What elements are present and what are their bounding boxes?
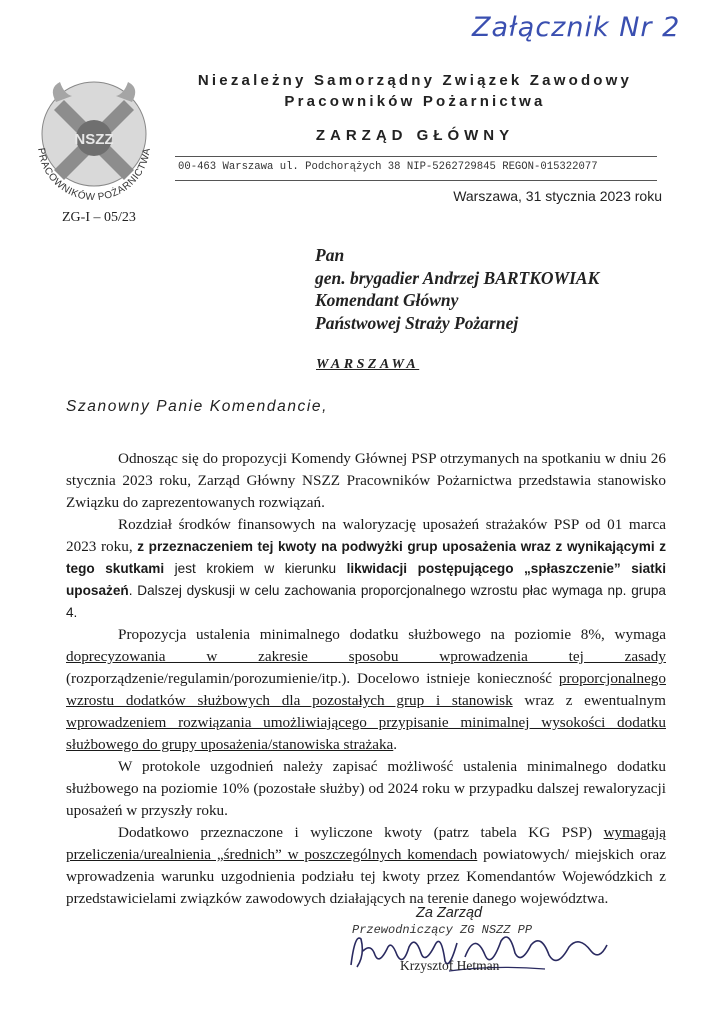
addressee-block bbox=[315, 244, 599, 334]
letter-body bbox=[66, 448, 666, 910]
paragraph-2-text: jest krokiem w kierunku bbox=[164, 561, 347, 576]
union-name-line1: Niezależny Samorządny Związek Zawodowy bbox=[197, 72, 633, 89]
paragraph-5 bbox=[66, 822, 666, 910]
chairman-stamp: Przewodniczący ZG NSZZ PP bbox=[352, 923, 533, 937]
signer-name: Krzysztof Hetman bbox=[400, 958, 500, 973]
paragraph-2-text: . Dalszej dyskusji w celu zachowania proporcjonalnego wzrostu płac wymaga np. grupa 4. bbox=[66, 583, 666, 620]
addressee-line2: gen. brygadier Andrzej BARTKOWIAK bbox=[315, 267, 600, 288]
paragraph-3-text: . bbox=[393, 736, 398, 753]
paragraph-2-text: Rozdział środków finansowych na waloryzację uposażeń strażaków PSP od 01 marca 2023 roku, bbox=[66, 516, 666, 555]
paragraph-3-text: (rozporządzenie/regulamin/porozumienie/itp.). Docelowo istnieje konieczność bbox=[66, 670, 559, 687]
letterhead-divider-top bbox=[175, 156, 657, 157]
salutation: Szanowny Panie Komendancie, bbox=[66, 398, 329, 415]
paragraph-2 bbox=[66, 514, 666, 624]
paragraph-5-text: powiatowych/ miejskich oraz wprowadzenia warunku uzgodnienia podziału tej kwoty przez Komendantów Wojewódzkich z przedstawicielami związków zawodowych działających na terenie danego województwa. bbox=[66, 846, 666, 907]
paragraph-2-bold: likwidacji postępującego „spłaszczenie” siatki uposażeń bbox=[66, 561, 666, 598]
addressee-line3: Komendant Główny bbox=[315, 290, 459, 310]
addressee-city: WARSZAWA bbox=[316, 357, 420, 372]
logo-ring-text: PRACOWNIKÓW POŻARNICTWA bbox=[35, 147, 153, 202]
paragraph-1: Odnosząc się do propozycji Komendy Głównej PSP otrzymanych na spotkaniu w dniu 26 stycznia 2023 roku, Zarząd Główny NSZZ Pracowników Pożarnictwa przedstawia stanowisko Związku do zaprezentowanych rozwiązań. bbox=[66, 450, 666, 511]
for-board-label: Za Zarząd bbox=[416, 905, 483, 921]
paragraph-3-underlined: wprowadzeniem rozwiązania umożliwiającego przypisanie minimalnej wysokości dodatku służbowego do grupy uposażenia/stanowiska strażaka bbox=[66, 714, 666, 753]
letterhead-address: 00-463 Warszawa ul. Podchorążych 38 NIP-5262729845 REGON-015322077 bbox=[178, 161, 598, 173]
paragraph-3-text: wraz z ewentualnym bbox=[512, 692, 666, 709]
addressee-line1: Pan bbox=[315, 245, 345, 265]
union-name-line2: Pracowników Pożarnictwa bbox=[284, 93, 546, 110]
addressee-line4: Państwowej Straży Pożarnej bbox=[315, 312, 519, 333]
paragraph-5-text: Dodatkowo przeznaczone i wyliczone kwoty (patrz tabela KG PSP) bbox=[118, 824, 604, 841]
union-logo bbox=[20, 72, 168, 202]
logo-center-text: NSZZ bbox=[74, 131, 114, 148]
paragraph-2-bold: z przeznaczeniem tej kwoty na podwyżki grup uposażenia wraz z wynikającymi z tego skutkami bbox=[66, 539, 666, 576]
paragraph-3-underlined: doprecyzowania w zakresie sposobu wprowadzenia tej zasady bbox=[66, 648, 666, 665]
date-line: Warszawa, 31 stycznia 2023 roku bbox=[453, 188, 662, 204]
paragraph-3 bbox=[66, 624, 666, 756]
union-name bbox=[175, 70, 655, 112]
paragraph-3-text: Propozycja ustalenia minimalnego dodatku służbowego na poziomie 8%, wymaga bbox=[118, 626, 666, 643]
board-name: ZARZĄD GŁÓWNY bbox=[315, 127, 515, 144]
paragraph-3-underlined: proporcjonalnego wzrostu dodatków służbowych dla pozostałych grup i stanowisk bbox=[66, 670, 666, 709]
letterhead-divider-bottom bbox=[175, 180, 657, 181]
reference-number: ZG-I – 05/23 bbox=[62, 210, 136, 225]
paragraph-5-underlined: wymagają przeliczenia/urealnienia „średnich” w poszczególnych komendach bbox=[66, 824, 666, 863]
paragraph-4: W protokole uzgodnień należy zapisać możliwość ustalenia minimalnego dodatku służbowego na poziomie 10% (pozostałe służby) od 2024 roku w przypadku dalszej rewaloryzacji uposażeń w przyszły roku. bbox=[66, 758, 666, 819]
attachment-note: Załącznik Nr 2 bbox=[472, 12, 681, 43]
